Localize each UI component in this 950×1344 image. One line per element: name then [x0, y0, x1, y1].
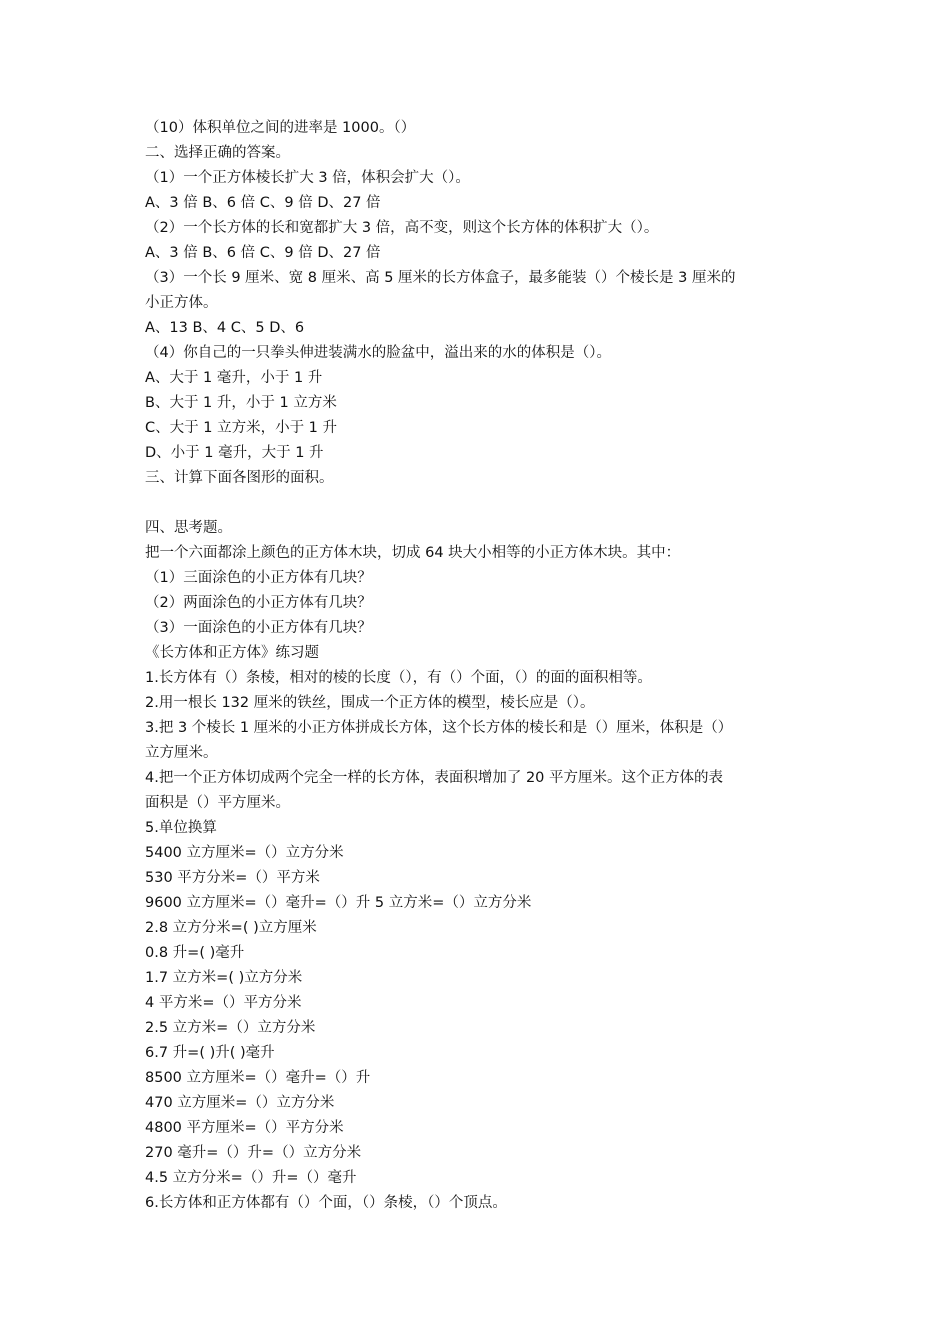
- text-line: 9600 立方厘米=（）毫升=（）升 5 立方米=（）立方分米: [145, 895, 532, 911]
- text-line: 二、选择正确的答案。: [145, 145, 290, 161]
- text-line: 1.7 立方米=( )立方分米: [145, 970, 303, 986]
- text-line: C、大于 1 立方米，小于 1 升: [145, 420, 338, 436]
- text-line: （2）两面涂色的小正方体有几块？: [145, 595, 372, 611]
- text-line: 5400 立方厘米=（）立方分米: [145, 845, 344, 861]
- text-line: （1）一个正方体棱长扩大 3 倍，体积会扩大（）。: [145, 170, 470, 186]
- text-line: （2）一个长方体的长和宽都扩大 3 倍，高不变，则这个长方体的体积扩大（）。: [145, 220, 659, 236]
- document-page: [145, 116, 815, 1216]
- text-line: （3）一面涂色的小正方体有几块？: [145, 620, 372, 636]
- text-line: 3.把 3 个棱长 1 厘米的小正方体拼成长方体，这个长方体的棱长和是（）厘米，体积是（）: [145, 720, 733, 736]
- text-line: 小正方体。: [145, 295, 218, 311]
- text-line: 1.长方体有（）条棱，相对的棱的长度（），有（）个面，（）的面的面积相等。: [145, 670, 652, 686]
- text-line: 4 平方米=（）平方分米: [145, 995, 302, 1011]
- text-line: 2.5 立方米=（）立方分米: [145, 1020, 316, 1036]
- text-line: 0.8 升=( )毫升: [145, 945, 245, 961]
- text-line: 三、计算下面各图形的面积。: [145, 470, 334, 486]
- text-line: A、3 倍 B、6 倍 C、9 倍 D、27 倍: [145, 195, 381, 211]
- text-line: 4800 平方厘米=（）平方分米: [145, 1120, 344, 1136]
- text-line: 530 平方分米=（）平方米: [145, 870, 320, 886]
- text-line: 5.单位换算: [145, 820, 217, 836]
- text-line: （10）体积单位之间的进率是 1000。（）: [145, 120, 416, 136]
- text-line: 470 立方厘米=（）立方分米: [145, 1095, 335, 1111]
- text-line: A、大于 1 毫升，小于 1 升: [145, 370, 323, 386]
- text-line: 四、思考题。: [145, 520, 232, 536]
- text-line: 4.5 立方分米=（）升=（）毫升: [145, 1170, 357, 1186]
- text-line: （4）你自己的一只拳头伸进装满水的脸盆中，溢出来的水的体积是（）。: [145, 345, 611, 361]
- text-line: 6.7 升=( )升( )毫升: [145, 1045, 275, 1061]
- text-line: B、大于 1 升，小于 1 立方米: [145, 395, 337, 411]
- text-line: A、3 倍 B、6 倍 C、9 倍 D、27 倍: [145, 245, 381, 261]
- text-line: 2.8 立方分米=( )立方厘米: [145, 920, 317, 936]
- blank-line: [145, 491, 815, 516]
- text-line: 2.用一根长 132 厘米的铁丝，围成一个正方体的模型，棱长应是（）。: [145, 695, 595, 711]
- text-line: 立方厘米。: [145, 745, 218, 761]
- text-line: （3）一个长 9 厘米、宽 8 厘米、高 5 厘米的长方体盒子，最多能装（）个棱长是 3 厘米的: [145, 270, 736, 286]
- text-line: 把一个六面都涂上颜色的正方体木块，切成 64 块大小相等的小正方体木块。其中：: [145, 545, 681, 561]
- text-line: 4.把一个正方体切成两个完全一样的长方体，表面积增加了 20 平方厘米。这个正方体的表: [145, 770, 723, 786]
- text-line: 8500 立方厘米=（）毫升=（）升: [145, 1070, 371, 1086]
- text-line: 6.长方体和正方体都有（）个面，（）条棱，（）个顶点。: [145, 1195, 507, 1211]
- text-line: A、13 B、4 C、5 D、6: [145, 320, 305, 336]
- text-line: 《长方体和正方体》练习题: [145, 645, 319, 661]
- text-line: 面积是（）平方厘米。: [145, 795, 290, 811]
- text-line: （1）三面涂色的小正方体有几块？: [145, 570, 372, 586]
- text-line: 270 毫升=（）升=（）立方分米: [145, 1145, 362, 1161]
- text-line: D、小于 1 毫升，大于 1 升: [145, 445, 324, 461]
